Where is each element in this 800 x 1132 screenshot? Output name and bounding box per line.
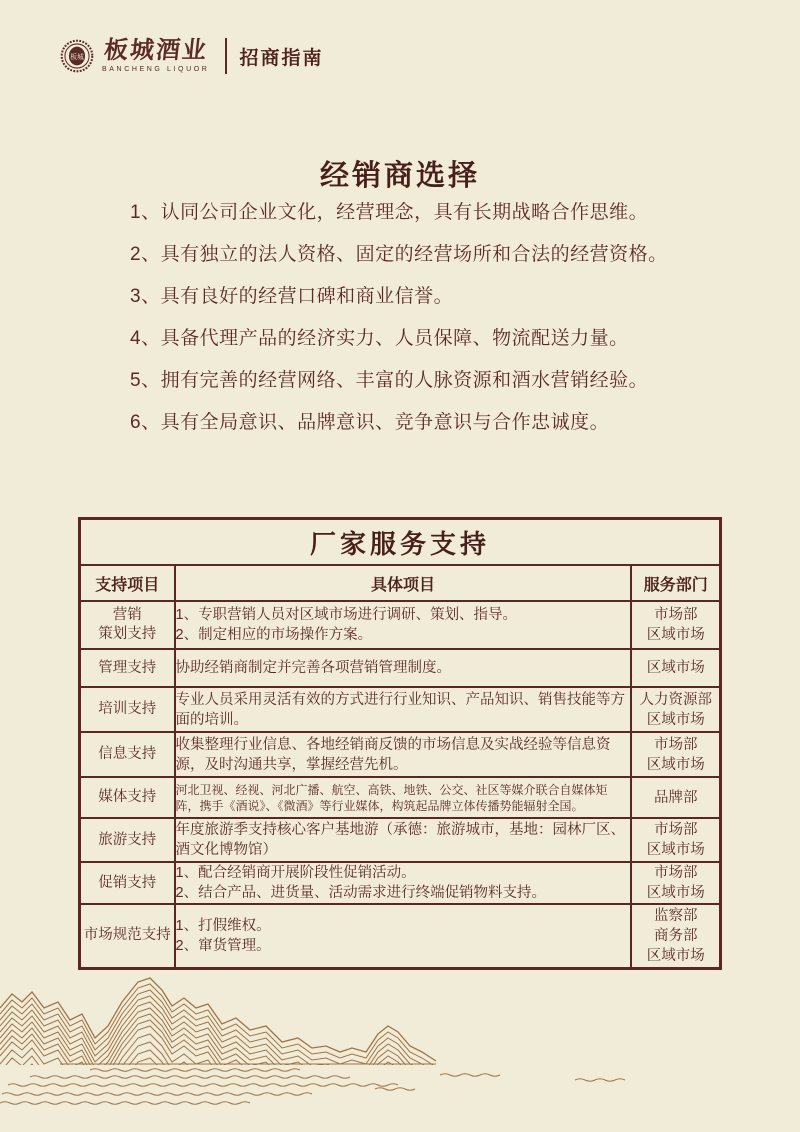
- service-table-body: [80, 601, 721, 968]
- detail-cell: 专业人员采用灵活有效的方式进行行业知识、产品知识、销售技能等方面的培训。: [175, 687, 632, 732]
- support-item-cell: 管理支持: [80, 649, 175, 687]
- selection-item: 5、拥有完善的经营网络、丰富的人脉资源和酒水营销经验。: [130, 370, 649, 391]
- table-title: 厂家服务支持: [80, 519, 721, 566]
- header-divider: [225, 38, 227, 74]
- detail-cell: 1、打假维权。 2、窜货管理。: [175, 904, 632, 968]
- mountain-landscape-art: [0, 968, 660, 1128]
- table-row: [80, 732, 721, 777]
- brand-seal-icon: [60, 39, 94, 73]
- selection-item: 6、具有全局意识、品牌意识、竞争意识与合作忠诚度。: [130, 412, 610, 433]
- detail-cell: 协助经销商制定并完善各项营销管理制度。: [175, 649, 632, 687]
- support-item-cell: 信息支持: [80, 732, 175, 777]
- table-row: [80, 818, 721, 862]
- support-item-cell: 市场规范支持: [80, 904, 175, 968]
- section-title: 经销商选择: [319, 160, 480, 192]
- support-item-cell: 营销 策划支持: [80, 601, 175, 649]
- table-row: [80, 904, 721, 968]
- table-row: [80, 687, 721, 732]
- detail-cell: 年度旅游季支持核心客户基地游（承德：旅游城市，基地：园林厂区、酒文化博物馆）: [175, 818, 632, 862]
- brand-lockup: [102, 39, 209, 73]
- column-header-department: 服务部门: [631, 565, 720, 601]
- svg-text:板城: 板城: [70, 53, 84, 61]
- column-header-detail: 具体项目: [175, 565, 632, 601]
- table-title-row: [80, 519, 721, 566]
- detail-cell: 收集整理行业信息、各地经销商反馈的市场信息及实战经验等信息资源，及时沟通共享，掌握经营先机。: [175, 732, 632, 777]
- column-header-support-item: 支持项目: [80, 565, 175, 601]
- department-cell: 人力资源部 区域市场: [631, 687, 720, 732]
- brand-name: 板城酒业: [102, 38, 210, 64]
- table-header-row: [80, 565, 721, 601]
- support-item-cell: 媒体支持: [80, 777, 175, 818]
- department-cell: 市场部 区域市场: [631, 818, 720, 862]
- document-title: 招商指南: [239, 47, 324, 69]
- selection-item: 2、具有独立的法人资格、固定的经营场所和合法的经营资格。: [130, 244, 668, 265]
- detail-cell: 河北卫视、经视、河北广播、航空、高铁、地铁、公交、社区等媒介联合自媒体矩阵，携手《酒说》、《微酒》等行业媒体，构筑起品牌立体传播势能辐射全国。: [175, 777, 632, 818]
- support-item-cell: 促销支持: [80, 862, 175, 904]
- detail-cell: 1、专职营销人员对区域市场进行调研、策划、指导。 2、制定相应的市场操作方案。: [175, 601, 632, 649]
- table-row: [80, 862, 721, 904]
- water-ripples: [0, 1069, 625, 1105]
- department-cell: 区域市场: [631, 649, 720, 687]
- detail-cell: 1、配合经销商开展阶段性促销活动。 2、结合产品、进货量、活动需求进行终端促销物料支持。: [175, 862, 632, 904]
- department-cell: 市场部 区域市场: [631, 862, 720, 904]
- table-row: [80, 777, 721, 818]
- table-row: [80, 601, 721, 649]
- department-cell: 市场部 区域市场: [631, 732, 720, 777]
- department-cell: 品牌部: [631, 777, 720, 818]
- brand-subtitle: BANCHENG LIQUOR: [102, 66, 210, 73]
- selection-list: [130, 202, 690, 454]
- header: [60, 36, 323, 76]
- selection-item: 3、具有良好的经营口碑和商业信誉。: [130, 286, 454, 307]
- service-support-table: [78, 517, 722, 970]
- department-cell: 市场部 区域市场: [631, 601, 720, 649]
- support-item-cell: 培训支持: [80, 687, 175, 732]
- selection-item: 4、具备代理产品的经济实力、人员保障、物流配送力量。: [130, 328, 629, 349]
- department-cell: 监察部 商务部 区域市场: [631, 904, 720, 968]
- selection-item: 1、认同公司企业文化，经营理念，具有长期战略合作思维。: [130, 202, 649, 223]
- support-item-cell: 旅游支持: [80, 818, 175, 862]
- table-row: [80, 649, 721, 687]
